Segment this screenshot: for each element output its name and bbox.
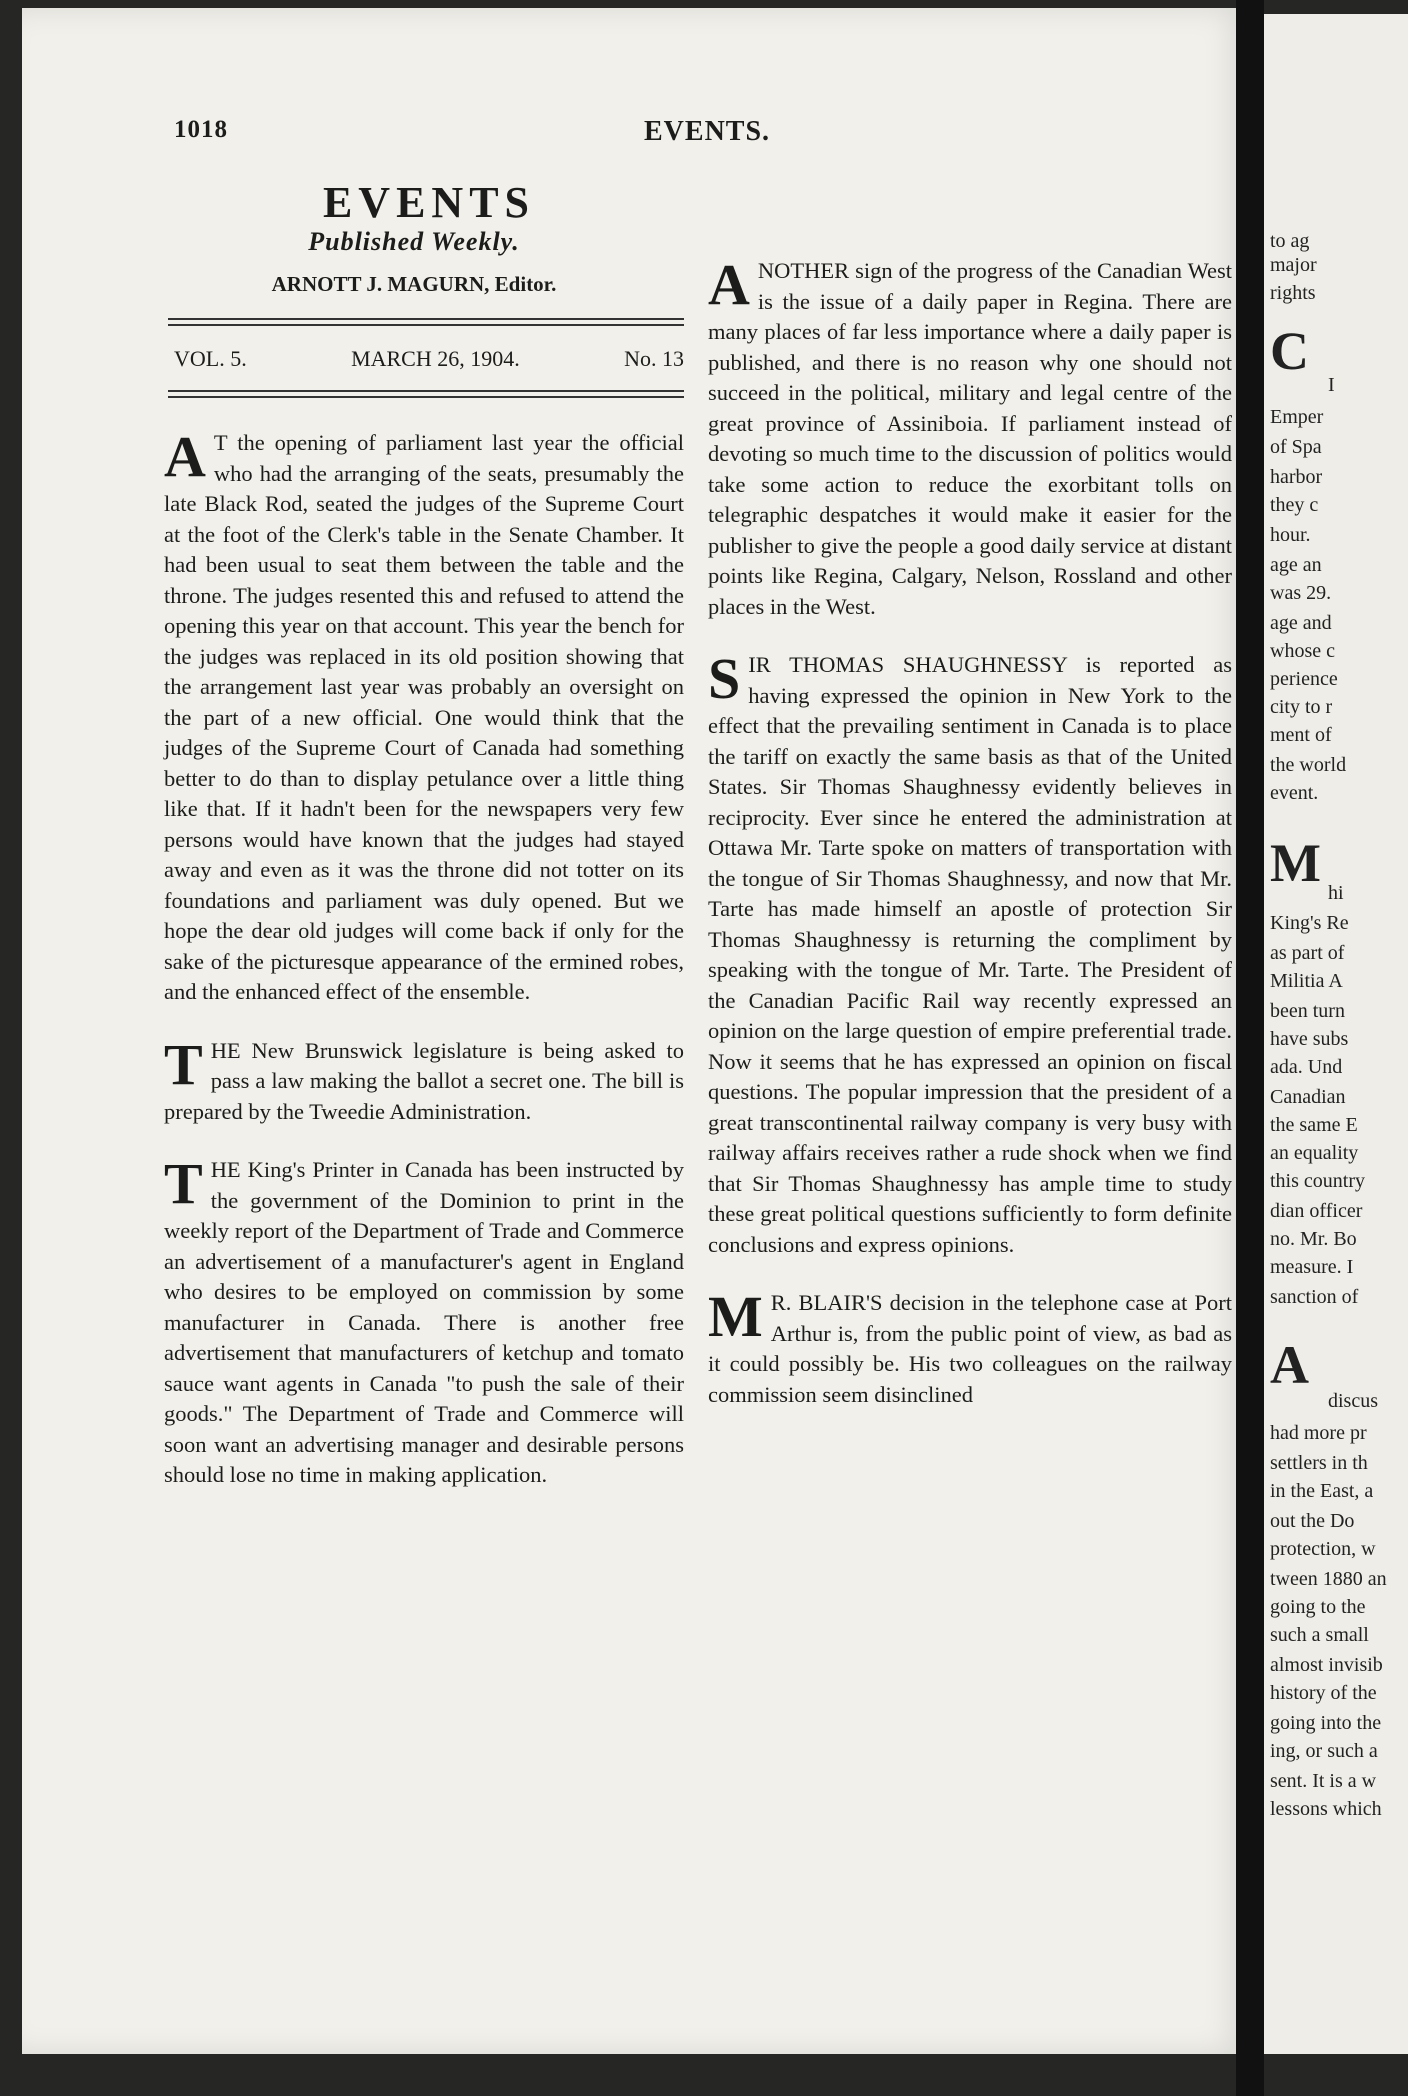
facing-text-line: protection, w — [1270, 1538, 1376, 1560]
masthead-rule-bottom — [168, 390, 684, 392]
facing-text-line: out the Do — [1270, 1510, 1355, 1532]
facing-text-line: of Spa — [1270, 436, 1322, 458]
issue-number: No. 13 — [624, 345, 684, 371]
volume-line — [174, 344, 684, 375]
drop-cap: A — [708, 252, 750, 317]
drop-cap: A — [164, 424, 206, 489]
article-body: HE King's Printer in Canada has been instructed by the government of the Dominion to print in the weekly report of the Department of Trade and Commerce an advertisement of a manufacturer's agent in England who desires to be employed on commission by some manufacturer in Canada. There is another free advertisement that manufacturers of ketchup and tomato sauce want agents in Canada "to push the sale of their goods." The Department of Trade and Commerce will soon want an advertising manager and desirable persons should lose no time in making application. — [164, 1157, 684, 1487]
facing-text-line: been turn — [1270, 1000, 1345, 1022]
facing-text-line: lessons which — [1270, 1798, 1382, 1820]
facing-text-line: this country — [1270, 1170, 1365, 1192]
masthead-subtitle: Published Weekly. — [308, 226, 520, 256]
facing-text-line: ada. Und — [1270, 1056, 1343, 1078]
facing-text-line: going into the — [1270, 1712, 1382, 1734]
facing-text-line: sent. It is a w — [1270, 1770, 1377, 1792]
middle-column — [708, 252, 1232, 1432]
facing-text-line: hour. — [1270, 524, 1311, 546]
article-shaughnessy — [708, 646, 1232, 1260]
facing-text-line: have subs — [1270, 1028, 1349, 1050]
facing-text-line: age an — [1270, 554, 1322, 576]
facing-text-line: discus — [1328, 1390, 1378, 1412]
facing-text-line: the world — [1270, 754, 1347, 776]
facing-drop-cap: C — [1270, 321, 1309, 381]
facing-text-line: whose c — [1270, 640, 1335, 662]
page-number: 1018 — [174, 116, 228, 143]
facing-text-line: history of the — [1270, 1682, 1377, 1704]
facing-text-line: an equality — [1270, 1142, 1359, 1164]
facing-text-line: I — [1328, 374, 1335, 396]
facing-text-line: had more pr — [1270, 1422, 1367, 1444]
drop-cap: T — [164, 1031, 203, 1097]
drop-cap: T — [164, 1151, 203, 1216]
facing-text-line: they c — [1270, 494, 1319, 516]
facing-text-line: harbor — [1270, 466, 1323, 488]
facing-text-line: Militia A — [1270, 970, 1343, 992]
running-head: EVENTS. — [644, 116, 771, 147]
left-page — [22, 8, 1250, 2054]
masthead-editor: ARNOTT J. MAGURN, Editor. — [271, 272, 557, 296]
facing-text-line: Canadian — [1270, 1086, 1346, 1108]
facing-text-line: no. Mr. Bo — [1270, 1228, 1357, 1250]
article-blair — [708, 1284, 1232, 1410]
facing-text-line: ing, or such a — [1270, 1740, 1378, 1762]
facing-text-line: almost invisib — [1270, 1654, 1383, 1676]
facing-text-line: such a small — [1270, 1624, 1369, 1646]
masthead-rule-top-2 — [168, 324, 684, 326]
facing-text-line: age and — [1270, 612, 1332, 634]
issue-date: MARCH 26, 1904. — [351, 345, 520, 371]
facing-drop-cap: A — [1270, 1335, 1309, 1395]
article-new-brunswick — [164, 1031, 684, 1128]
facing-text-line: measure. I — [1270, 1256, 1354, 1278]
facing-text-line: ment of — [1270, 724, 1332, 746]
facing-text-line: tween 1880 an — [1270, 1568, 1387, 1590]
left-column — [144, 178, 684, 1513]
masthead-rule-bottom-2 — [168, 396, 684, 398]
book-gutter — [1236, 0, 1264, 2096]
facing-page — [1264, 14, 1408, 2054]
facing-text-line: rights — [1270, 282, 1316, 304]
drop-cap: M — [708, 1284, 763, 1349]
facing-text-line: the same E — [1270, 1114, 1358, 1136]
facing-text-line: to ag — [1270, 230, 1310, 252]
facing-text-line: sanction of — [1270, 1286, 1359, 1308]
masthead-title: EVENTS — [322, 178, 536, 227]
article-body: NOTHER sign of the progress of the Canadian West is the issue of a daily paper in Regina. There are many places of far less importance where a daily paper is published, and there is no reason why one should not succeed in the political, military and legal centre of the great province of Assiniboia. If parliament instead of devoting so much time to the discussion of politics would take some action to reduce the exorbitant tolls on telegraphic despatches it would make it easier for the publisher to give the people a good daily service at distant points like Regina, Calgary, Nelson, Rossland and other places in the West. — [708, 258, 1232, 619]
article-judges — [164, 424, 684, 1008]
facing-text-line: going to the — [1270, 1596, 1366, 1618]
drop-cap: S — [708, 646, 741, 711]
facing-text-line: settlers in th — [1270, 1452, 1368, 1474]
article-body: R. BLAIR'S decision in the telephone case at Port Arthur is, from the public point of view, as bad as it could possibly be. His two colleagues on the railway commission seem disinclined — [708, 1290, 1232, 1407]
masthead-rule-top — [168, 318, 684, 320]
facing-text-line: hi — [1328, 882, 1344, 904]
facing-text-line: in the East, a — [1270, 1480, 1374, 1502]
facing-text-line: major — [1270, 254, 1317, 276]
facing-text-line: as part of — [1270, 942, 1345, 964]
article-body: HE New Brunswick legislature is being asked to pass a law making the ballot a secret one. The bill is prepared by the Tweedie Administration. — [164, 1037, 684, 1124]
facing-text-line: city to r — [1270, 696, 1333, 718]
facing-drop-cap: M — [1270, 833, 1321, 893]
article-regina — [708, 252, 1232, 622]
facing-text-line: Emper — [1270, 406, 1324, 428]
article-body: T the opening of parliament last year the official who had the arranging of the seats, presumably the late Black Rod, seated the judges of the Supreme Court at the foot of the Clerk's table in the Senate Chamber. It had been usual to seat them between the table and the throne. The judges resented this and refused to attend the opening this year on that account. This year the bench for the judges was replaced in its old position showing that the arrangement last year was probably an oversight on the part of a new official. One would think that the judges of the Supreme Court of Canada had something better to do than to display petulance over a little thing like that. If it hadn't been for the newspapers very few persons would have known that the judges had stayed away and even as it was the throne did not totter on its foundations and parliament was duly opened. But we hope the dear old judges will come back if only for the sake of the picturesque appearance of the ermined robes, and the enhanced effect of the ensemble. — [164, 430, 684, 1004]
facing-text-line: dian officer — [1270, 1200, 1363, 1222]
article-body: IR THOMAS SHAUGHNESSY is reported as having expressed the opinion in New York to the effect that the prevailing sentiment in Canada is to place the tariff on exactly the same basis as that of the United States. Sir Thomas Shaughnessy evidently believes in reciprocity. Ever since he entered the administration at Ottawa Mr. Tarte spoke on matters of transportation with the tongue of Sir Thomas Shaughnessy, and now that Mr. Tarte has made himself an apostle of protection Sir Thomas Shaughnessy is returning the compliment by speaking with the tongue of Mr. Tarte. The President of the Canadian Pacific Rail way recently expressed an opinion on the large question of empire preferential trade. Now it seems that he has expressed an opinion on fiscal questions. The popular impression that the president of a great transcontinental railway company is very busy with railway affairs receives rather a rude shock when we find that Sir Thomas Shaughnessy has ample time to study these great political questions sufficiently to form definite conclusions and express opinions. — [708, 652, 1232, 1257]
facing-text-line: perience — [1270, 668, 1338, 690]
facing-text-line: event. — [1270, 782, 1319, 804]
volume-number: VOL. 5. — [174, 345, 247, 371]
facing-text-line: King's Re — [1270, 912, 1349, 934]
article-kings-printer — [164, 1151, 684, 1491]
facing-text-line: was 29. — [1270, 582, 1332, 604]
